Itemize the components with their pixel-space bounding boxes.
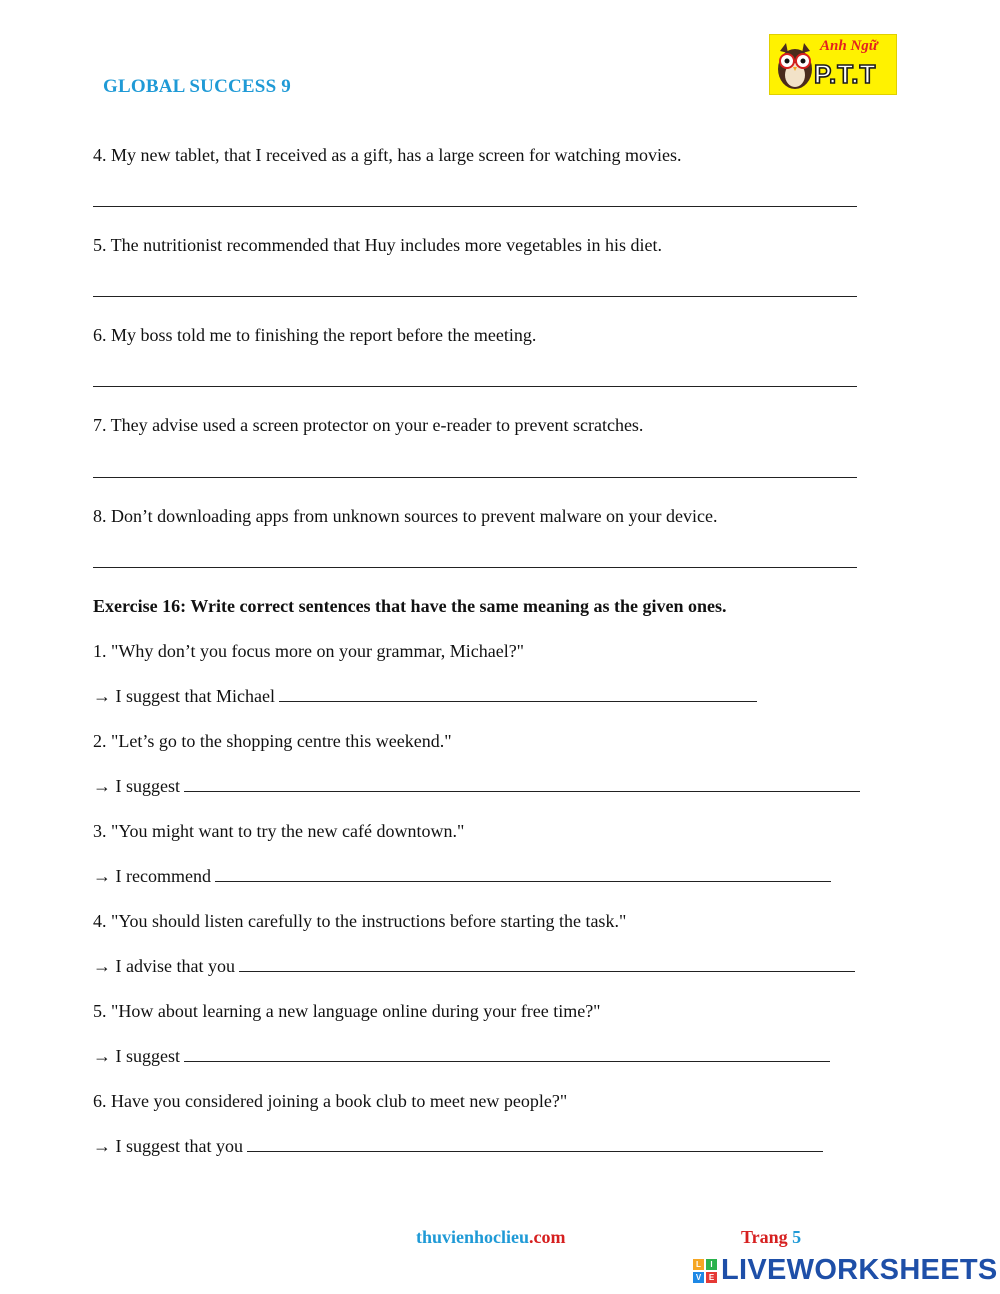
arrow-icon: → [93, 1046, 111, 1066]
arrow-icon: → [93, 776, 111, 796]
liveworksheets-wordmark: LIVEWORKSHEETS [721, 1254, 998, 1286]
answer-stem: I suggest that Michael [115, 686, 275, 706]
answer-blank[interactable] [239, 957, 855, 972]
exercise-item: 4. My new tablet, that I received as a gift, has a large screen for watching movies. [93, 145, 682, 165]
answer-stem: I suggest [115, 1046, 180, 1066]
arrow-icon: → [93, 956, 111, 976]
footer-site-link[interactable] [416, 1227, 566, 1248]
page-header-title: GLOBAL SUCCESS 9 [103, 76, 291, 97]
footer-page-number [741, 1227, 801, 1248]
exercise-prompt: 3. "You might want to try the new café downtown." [93, 821, 465, 841]
answer-blank[interactable] [184, 777, 860, 792]
exercise-prompt: 6. Have you considered joining a book club to meet new people?" [93, 1091, 568, 1111]
exercise-prompt: 1. "Why don’t you focus more on your grammar, Michael?" [93, 641, 525, 661]
exercise-item: 6. My boss told me to finishing the report before the meeting. [93, 325, 537, 345]
logo-bottom-text: P.T.T [814, 59, 877, 89]
exercise-item: 7. They advise used a screen protector on your e-reader to prevent scratches. [93, 415, 644, 435]
brand-letter: E [706, 1272, 717, 1283]
answer-row [93, 1136, 823, 1157]
brand-letter: I [706, 1259, 717, 1270]
exercise-item: 8. Don’t downloading apps from unknown sources to prevent malware on your device. [93, 506, 718, 526]
answer-row [93, 866, 831, 887]
liveworksheets-brand [693, 1254, 998, 1287]
answer-stem: I advise that you [115, 956, 235, 976]
arrow-icon: → [93, 1136, 111, 1156]
answer-row [93, 686, 757, 707]
arrow-icon: → [93, 866, 111, 886]
answer-row [93, 956, 855, 977]
liveworksheets-icon [693, 1259, 717, 1283]
footer-site-tld: .com [529, 1227, 566, 1247]
answer-blank[interactable] [215, 867, 831, 882]
logo-top-text: Anh Ngữ [820, 38, 878, 54]
answer-line[interactable] [93, 567, 857, 568]
answer-stem: I suggest that you [115, 1136, 243, 1156]
exercise-prompt: 4. "You should listen carefully to the instructions before starting the task." [93, 911, 627, 931]
arrow-icon: → [93, 686, 111, 706]
answer-line[interactable] [93, 296, 857, 297]
answer-row [93, 1046, 830, 1067]
exercise-heading: Exercise 16: Write correct sentences that have the same meaning as the given ones. [93, 596, 727, 616]
answer-line[interactable] [93, 206, 857, 207]
page-number: 5 [792, 1227, 802, 1247]
brand-letter: L [693, 1259, 704, 1270]
exercise-prompt: 5. "How about learning a new language online during your free time?" [93, 1001, 601, 1021]
brand-logo [769, 34, 897, 95]
answer-row [93, 776, 860, 797]
brand-letter: V [693, 1272, 704, 1283]
answer-line[interactable] [93, 477, 857, 478]
answer-blank[interactable] [184, 1047, 830, 1062]
exercise-prompt: 2. "Let’s go to the shopping centre this weekend." [93, 731, 452, 751]
owl-icon [774, 39, 816, 91]
answer-stem: I suggest [115, 776, 180, 796]
answer-blank[interactable] [279, 687, 757, 702]
footer-site-name: thuvienhoclieu [416, 1227, 530, 1247]
page-label: Trang [741, 1227, 788, 1247]
exercise-item: 5. The nutritionist recommended that Huy includes more vegetables in his diet. [93, 235, 663, 255]
answer-blank[interactable] [247, 1137, 823, 1152]
answer-line[interactable] [93, 386, 857, 387]
answer-stem: I recommend [115, 866, 211, 886]
